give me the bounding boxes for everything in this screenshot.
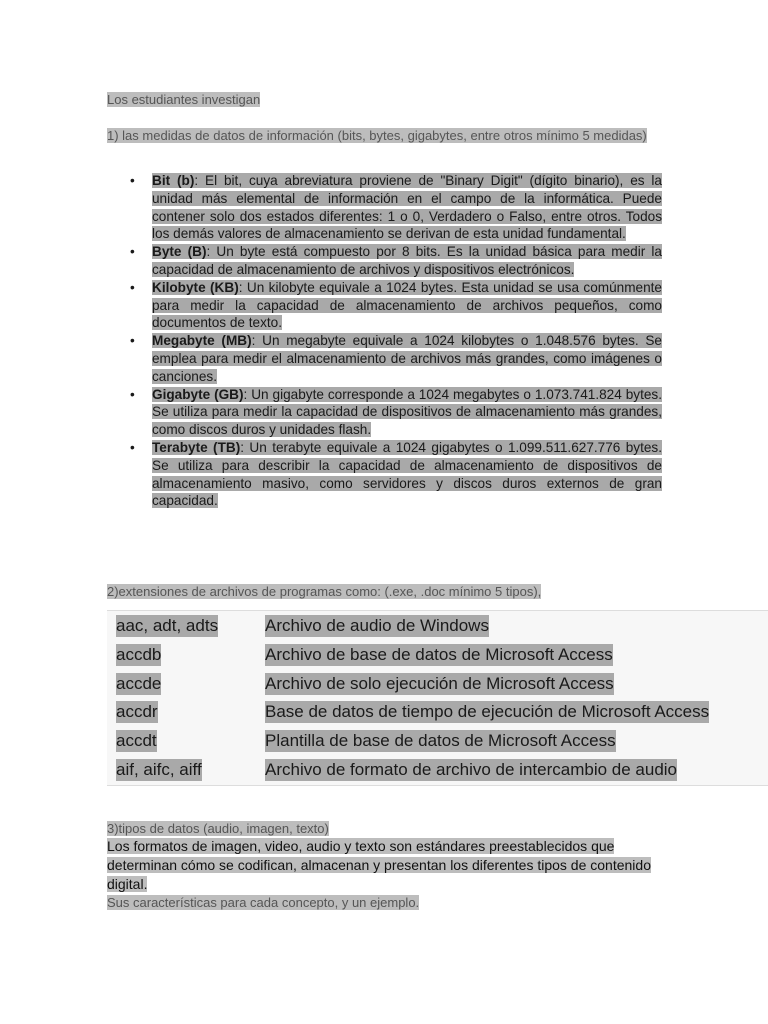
bullet-icon: • (130, 173, 135, 188)
definition: : Un megabyte equivale a 1024 kilobytes o 1.048.576 bytes. Se emplea para medir el almacenamiento de archivos más grandes, como imágenes o canciones. (152, 333, 662, 384)
section3-paragraph-text: Los formatos de imagen, video, audio y texto son estándares preestablecidos que determinan cómo se codifican, almacenan y presentan los diferentes tipos de contenido digital. (107, 838, 651, 892)
section3-tail (107, 894, 507, 911)
term: Megabyte (MB) (152, 333, 252, 349)
definition: : Un byte está compuesto por 8 bits. Es la unidad básica para medir la capacidad de almacenamiento de archivos y dispositivos electrónicos. (152, 244, 662, 277)
term: Kilobyte (KB) (152, 279, 239, 295)
list-item (130, 439, 662, 510)
section3-paragraph (107, 837, 667, 894)
bullet-icon: • (130, 244, 135, 260)
table-row (107, 698, 768, 727)
intro-line (107, 91, 637, 108)
table-row (107, 727, 768, 756)
section3-question-text: 3)tipos de datos (audio, imagen, texto) (107, 821, 329, 836)
section3-tail-text: Sus características para cada concepto, y un ejemplo. (107, 895, 420, 910)
extension-cell: aac, adt, adts (116, 616, 219, 635)
term: Bit (b) (152, 173, 195, 188)
bullet-icon: • (130, 439, 135, 455)
table-row (107, 756, 768, 785)
data-units-list (130, 172, 662, 510)
bullet-icon: • (130, 386, 135, 402)
list-item (130, 243, 662, 279)
table-row (107, 612, 768, 641)
extension-cell: accde (116, 674, 162, 693)
list-item (130, 332, 662, 385)
bullet-icon: • (130, 279, 135, 295)
definition: : Un terabyte equivale a 1024 gigabytes o 1.099.511.627.776 bytes. Se utiliza para describir la capacidad de almacenamiento de dispositivos de almacenamiento masivo, como servidores y discos duros externos de gran capacidad. (152, 439, 663, 509)
section1-question-text: 1) las medidas de datos de información (bits, bytes, gigabytes, entre otros mínimo 5 medidas) (107, 128, 647, 143)
list-item (130, 386, 662, 439)
extensions-table (107, 610, 768, 786)
intro-text: Los estudiantes investigan (107, 92, 261, 107)
term: Terabyte (TB) (152, 439, 241, 455)
description-cell: Archivo de solo ejecución de Microsoft Access (265, 674, 614, 693)
term: Byte (B) (152, 244, 207, 260)
list-item (130, 172, 662, 243)
description-cell: Archivo de audio de Windows (265, 616, 489, 635)
description-cell: Plantilla de base de datos de Microsoft Access (265, 731, 616, 750)
bullet-icon: • (130, 333, 135, 349)
definition: : Un gigabyte corresponde a 1024 megabytes o 1.073.741.824 bytes. Se utiliza para medir la capacidad de dispositivos de almacenamiento más grandes, como discos duros y unidades flash. (152, 386, 662, 438)
section3-question (107, 820, 507, 837)
section1-question (107, 127, 647, 144)
extension-cell: accdr (116, 702, 158, 721)
section2-question (107, 583, 627, 600)
definition: : El bit, cuya abreviatura proviene de "Binary Digit" (dígito binario), es la unidad más elemental de información en el campo de la informática. Puede contener solo dos estados diferentes: 1 o 0, Verdadero o Falso, entre otros. Todos los demás valores de almacenamiento se derivan de esta unidad fundamental. (152, 173, 662, 242)
definition: : Un kilobyte equivale a 1024 bytes. Esta unidad se usa comúnmente para medir la capacidad de almacenamiento de archivos pequeños, como documentos de texto. (152, 279, 662, 331)
section2-question-text: 2)extensiones de archivos de programas como: (.exe, .doc mínimo 5 tipos), (107, 584, 542, 599)
table-row (107, 670, 768, 699)
description-cell: Base de datos de tiempo de ejecución de Microsoft Access (265, 702, 710, 721)
extension-cell: accdt (116, 731, 157, 750)
extension-cell: accdb (116, 645, 162, 664)
extension-cell: aif, aifc, aiff (116, 760, 202, 779)
description-cell: Archivo de formato de archivo de intercambio de audio (265, 760, 678, 779)
description-cell: Archivo de base de datos de Microsoft Access (265, 645, 613, 664)
table-row (107, 641, 768, 670)
list-item (130, 279, 662, 332)
term: Gigabyte (GB) (152, 386, 244, 402)
